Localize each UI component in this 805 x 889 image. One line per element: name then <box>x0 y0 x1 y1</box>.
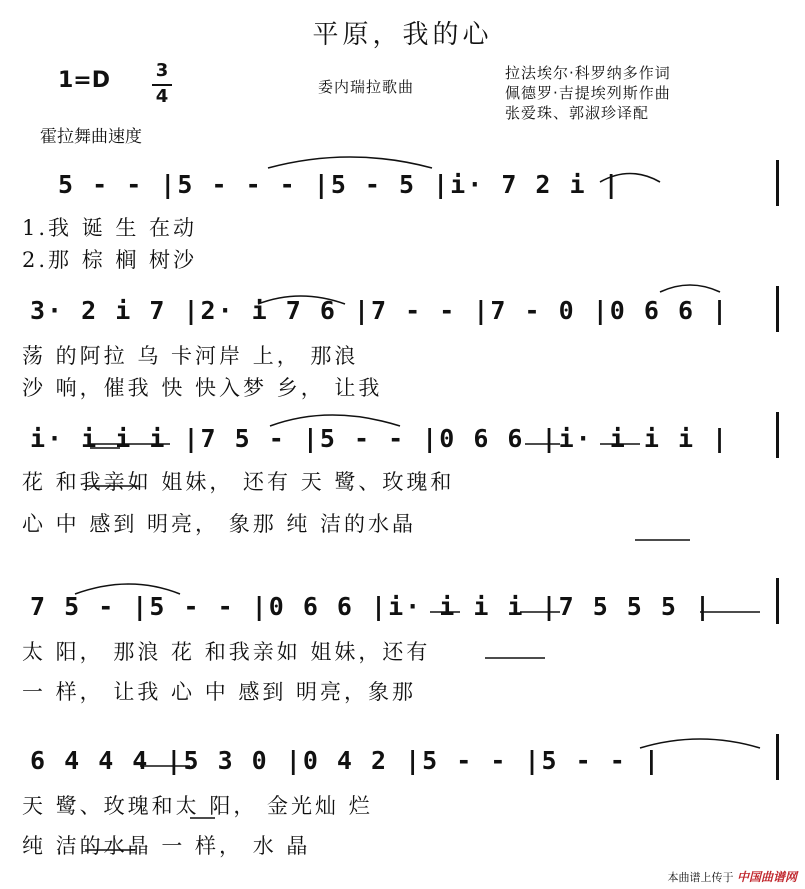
lyricist-credit: 拉法埃尔·科罗纳多作词 <box>505 64 671 82</box>
tie-slur <box>75 584 180 594</box>
key-signature: 1=D <box>58 68 111 93</box>
tempo-marking: 霍拉舞曲速度 <box>40 127 142 147</box>
bar-line <box>776 734 779 780</box>
upload-footer <box>667 868 797 885</box>
tie-slur <box>600 174 660 183</box>
site-logo[interactable]: 中国曲谱网 <box>736 870 797 884</box>
lyrics-line-4-verse-1: 太 阳， 那浪 花 和我亲如 姐妹，还有 <box>22 640 431 664</box>
footer-text: 本曲谱上传于 <box>667 871 734 884</box>
underline-beam <box>90 444 170 448</box>
lyrics-line-1-verse-1: 1.我 诞 生 在动 <box>22 216 198 240</box>
composer-credit: 佩德罗·吉提埃列斯作曲 <box>505 84 671 102</box>
tie-slur <box>268 157 432 168</box>
lyrics-line-4-verse-2: 一 样， 让我 心 中 感到 明亮，象那 <box>22 680 417 704</box>
notation-line-2: 3· 2 i 7 |2· i 7 6 |7 - - |7 - 0 |0 6 6 | <box>30 296 730 325</box>
lyrics-line-3-verse-1: 花 和我亲如 姐妹， 还有 天 鹭、玫瑰和 <box>22 470 455 494</box>
tie-slur <box>640 739 760 748</box>
tie-slur <box>258 296 345 304</box>
notation-line-5: 6 4 4 4 |5 3 0 |0 4 2 |5 - - |5 - - | <box>30 746 661 775</box>
tie-slur <box>660 285 720 292</box>
song-origin: 委内瑞拉歌曲 <box>318 78 415 96</box>
lyrics-line-5-verse-2: 纯 洁的水晶 一 样， 水 晶 <box>22 834 311 858</box>
notation-line-1: 5 - - |5 - - - |5 - 5 |i· 7 2 i | <box>58 170 621 199</box>
notation-line-4: 7 5 - |5 - - |0 6 6 |i· i i i |7 5 5 5 | <box>30 592 713 621</box>
bar-line <box>776 578 779 624</box>
time-signature-top: 3 <box>155 60 169 81</box>
time-signature-bottom: 4 <box>155 86 169 107</box>
bar-line <box>776 286 779 332</box>
bar-line <box>776 412 779 458</box>
lyrics-line-2-verse-2: 沙 响，催我 快 快入梦 乡， 让我 <box>22 376 383 400</box>
notation-line-3: i· i i i |7 5 - |5 - - |0 6 6 |i· i i i | <box>30 424 730 453</box>
lyrics-line-5-verse-1: 天 鹭、玫瑰和太 阳， 金光灿 烂 <box>22 794 373 818</box>
translator-credit: 张爱珠、郭淑珍译配 <box>505 104 650 122</box>
lyrics-line-1-verse-2: 2.那 棕 榈 树沙 <box>22 248 198 272</box>
lyrics-line-3-verse-2: 心 中 感到 明亮， 象那 纯 洁的水晶 <box>22 512 417 536</box>
bar-line <box>776 160 779 206</box>
song-title: 平原，我的心 <box>312 20 493 50</box>
tie-slur <box>270 415 400 426</box>
lyrics-line-2-verse-1: 荡 的阿拉 乌 卡河岸 上， 那浪 <box>22 344 359 368</box>
